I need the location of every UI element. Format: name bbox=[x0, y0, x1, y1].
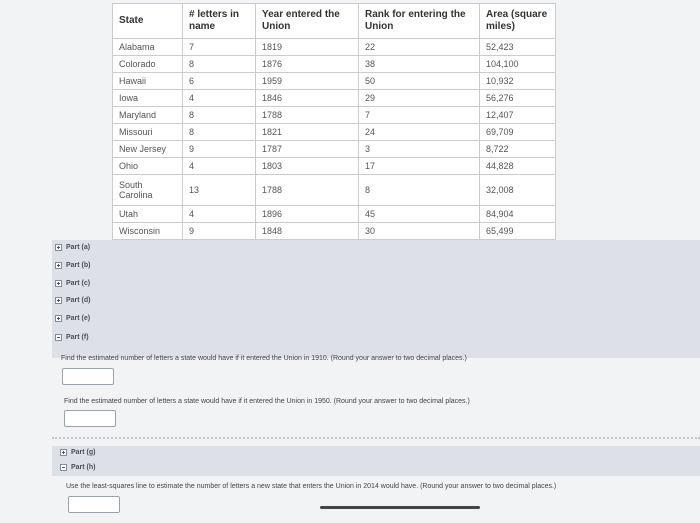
cell-letters: 4 bbox=[183, 158, 256, 175]
cell-letters: 8 bbox=[183, 107, 256, 124]
cell-rank: 45 bbox=[359, 206, 480, 223]
question-h-2014: Use the least-squares line to estimate the number of letters a new state that enters the Union in 2014 would have. (Round your answer to two decimal places.) bbox=[66, 483, 557, 490]
table-row bbox=[113, 206, 556, 223]
cell-area: 56,276 bbox=[480, 90, 556, 107]
header-year: Year entered the Union bbox=[256, 4, 359, 39]
table-row bbox=[113, 141, 556, 158]
part-b-label: Part (b) bbox=[66, 262, 91, 269]
section-divider bbox=[52, 437, 700, 439]
expand-icon bbox=[60, 449, 67, 456]
cell-rank: 3 bbox=[359, 141, 480, 158]
cell-rank: 7 bbox=[359, 107, 480, 124]
states-data-table bbox=[112, 3, 556, 240]
cell-area: 52,423 bbox=[480, 39, 556, 56]
cell-year: 1848 bbox=[256, 223, 359, 240]
cell-area: 65,499 bbox=[480, 223, 556, 240]
cell-state: Ohio bbox=[113, 158, 183, 175]
answer-input-1950[interactable] bbox=[64, 410, 116, 427]
header-rank: Rank for entering the Union bbox=[359, 4, 480, 39]
cell-rank: 24 bbox=[359, 124, 480, 141]
cell-letters: 7 bbox=[183, 39, 256, 56]
question-f-1950: Find the estimated number of letters a state would have if it entered the Union in 1950. (Round your answer to two decimal places.) bbox=[64, 398, 470, 405]
question-f-1910: Find the estimated number of letters a state would have if it entered the Union in 1910. (Round your answer to two decimal places.) bbox=[61, 355, 467, 362]
part-f-label: Part (f) bbox=[66, 334, 89, 341]
cell-year: 1787 bbox=[256, 141, 359, 158]
table-row bbox=[113, 107, 556, 124]
header-area: Area (square miles) bbox=[480, 4, 556, 39]
table-row bbox=[113, 175, 556, 206]
cell-letters: 9 bbox=[183, 223, 256, 240]
part-c-toggle[interactable] bbox=[55, 276, 700, 291]
cell-letters: 4 bbox=[183, 206, 256, 223]
cell-year: 1803 bbox=[256, 158, 359, 175]
cell-state: Hawaii bbox=[113, 73, 183, 90]
cell-state: Wisconsin bbox=[113, 223, 183, 240]
cell-year: 1788 bbox=[256, 175, 359, 206]
cell-letters: 9 bbox=[183, 141, 256, 158]
expand-icon bbox=[55, 262, 62, 269]
part-a-toggle[interactable] bbox=[55, 240, 700, 255]
cell-year: 1959 bbox=[256, 73, 359, 90]
cell-year: 1896 bbox=[256, 206, 359, 223]
horizontal-scrollbar[interactable] bbox=[320, 506, 480, 509]
part-b-toggle[interactable] bbox=[55, 258, 700, 273]
collapse-icon bbox=[60, 464, 67, 471]
cell-area: 69,709 bbox=[480, 124, 556, 141]
part-d-toggle[interactable] bbox=[55, 293, 700, 308]
part-h-toggle[interactable] bbox=[60, 460, 700, 475]
cell-rank: 50 bbox=[359, 73, 480, 90]
cell-letters: 8 bbox=[183, 124, 256, 141]
expand-icon bbox=[55, 244, 62, 251]
table-row bbox=[113, 56, 556, 73]
cell-letters: 13 bbox=[183, 175, 256, 206]
cell-state: Maryland bbox=[113, 107, 183, 124]
cell-area: 84,904 bbox=[480, 206, 556, 223]
cell-area: 12,407 bbox=[480, 107, 556, 124]
table-row bbox=[113, 73, 556, 90]
table-body bbox=[113, 39, 556, 240]
cell-area: 10,932 bbox=[480, 73, 556, 90]
cell-rank: 38 bbox=[359, 56, 480, 73]
cell-area: 104,100 bbox=[480, 56, 556, 73]
part-a-label: Part (a) bbox=[66, 244, 91, 251]
part-g-label: Part (g) bbox=[71, 449, 96, 456]
cell-state: Alabama bbox=[113, 39, 183, 56]
cell-year: 1846 bbox=[256, 90, 359, 107]
header-state: State bbox=[113, 4, 183, 39]
cell-state: New Jersey bbox=[113, 141, 183, 158]
cell-rank: 8 bbox=[359, 175, 480, 206]
collapse-icon bbox=[55, 334, 62, 341]
cell-state: Missouri bbox=[113, 124, 183, 141]
cell-state: South Carolina bbox=[113, 175, 183, 206]
part-e-label: Part (e) bbox=[66, 315, 91, 322]
cell-state: Colorado bbox=[113, 56, 183, 73]
cell-rank: 29 bbox=[359, 90, 480, 107]
part-h-label: Part (h) bbox=[71, 464, 96, 471]
table-header-row bbox=[113, 4, 556, 39]
answer-input-1910[interactable] bbox=[62, 368, 114, 385]
header-letters: # letters in name bbox=[183, 4, 256, 39]
cell-state: Utah bbox=[113, 206, 183, 223]
cell-letters: 4 bbox=[183, 90, 256, 107]
expand-icon bbox=[55, 315, 62, 322]
part-d-label: Part (d) bbox=[66, 297, 91, 304]
cell-area: 44,828 bbox=[480, 158, 556, 175]
answer-input-2014[interactable] bbox=[68, 496, 120, 513]
cell-rank: 17 bbox=[359, 158, 480, 175]
cell-year: 1821 bbox=[256, 124, 359, 141]
cell-state: Iowa bbox=[113, 90, 183, 107]
part-f-toggle[interactable] bbox=[55, 330, 700, 345]
table-row bbox=[113, 124, 556, 141]
cell-rank: 22 bbox=[359, 39, 480, 56]
cell-year: 1876 bbox=[256, 56, 359, 73]
table-row bbox=[113, 223, 556, 240]
cell-year: 1788 bbox=[256, 107, 359, 124]
expand-icon bbox=[55, 297, 62, 304]
table-row bbox=[113, 39, 556, 56]
cell-letters: 8 bbox=[183, 56, 256, 73]
cell-letters: 6 bbox=[183, 73, 256, 90]
expand-icon bbox=[55, 280, 62, 287]
cell-year: 1819 bbox=[256, 39, 359, 56]
table-row bbox=[113, 90, 556, 107]
cell-rank: 30 bbox=[359, 223, 480, 240]
part-e-toggle[interactable] bbox=[55, 311, 700, 326]
part-c-label: Part (c) bbox=[66, 280, 91, 287]
table-row bbox=[113, 158, 556, 175]
cell-area: 8,722 bbox=[480, 141, 556, 158]
part-g-toggle[interactable] bbox=[60, 445, 700, 460]
cell-area: 32,008 bbox=[480, 175, 556, 206]
